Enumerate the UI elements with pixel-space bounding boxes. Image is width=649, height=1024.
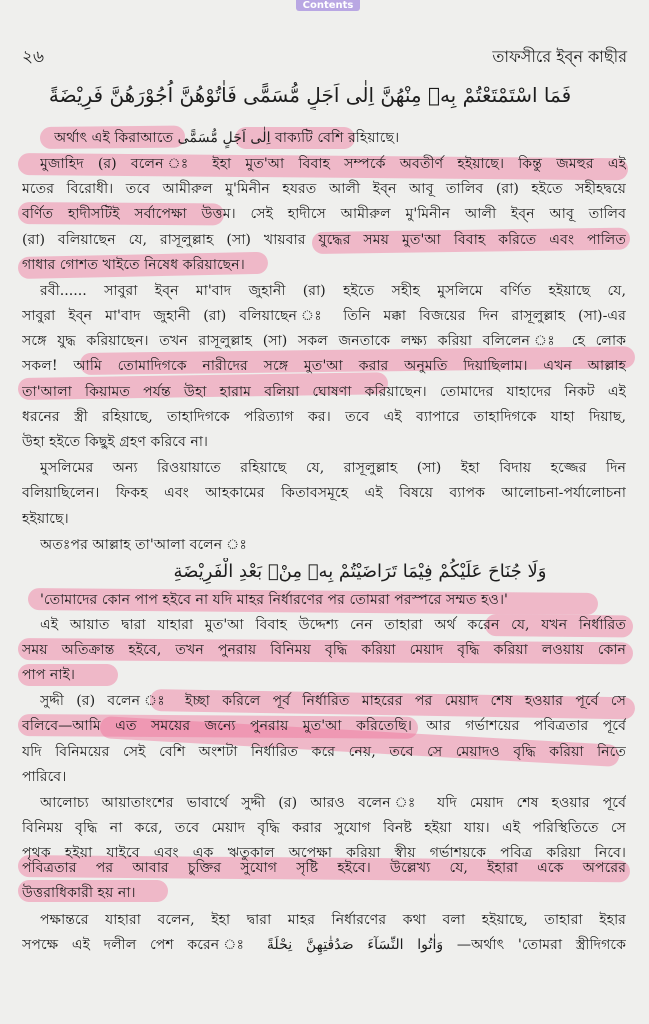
text-line-27: বিনিময় বৃদ্ধি না করে, তবে মেয়াদ বৃদ্ধি করার সুযোগ বিনষ্ট হইয়া যায়। এই পরিস্থিতিতে সে	[22, 820, 626, 836]
text-line-14: মুসলিমের অন্য রিওয়ায়াতে রহিয়াছে যে, রাসূলুল্লাহ (সা) ইহা বিদায় হজ্জের দিন	[40, 460, 626, 476]
text-line-23: বলিবে—আমি এত সময়ের জন্যে পুনরায় মুত'আ করিতেছি। আর গর্ভাশয়ের পবিত্রতার পূর্বে	[22, 718, 626, 734]
text-line-03: মতের বিরোধী। তবে আমীরুল মু'মিনীন হযরত আলী ইব্‌ন আবূ তালিব (রা) হইতে সহীহদ্বয়ে	[22, 181, 626, 197]
text-line-13: উহা হইতে কিছুই গ্রহণ করিবে না।	[22, 434, 209, 450]
text-line-29: পবিত্রতার পর আবার চুক্তির সুযোগ সৃষ্টি হইবে। উল্লেখ্য যে, ইহারা একে অপরের	[22, 860, 626, 876]
text-line-30: উত্তরাধিকারী হয় না।	[22, 885, 136, 901]
quran-verse-middle: وَلَا جُنَاحَ عَلَيْكُمْ فِيْمَا تَرَاضَيْتُمْ بِهٖ مِنْۢ بَعْدِ الْفَرِيْضَةِ	[173, 561, 547, 582]
text-line-22: সুদ্দী (র) বলেন ঃ ইচ্ছা করিলে পূর্ব নির্ধারিত মাহরের পর মেয়াদ শেষ হওয়ার পূর্বে সে	[40, 693, 626, 709]
running-title: তাফসীরে ইব্‌ন কাছীর	[492, 47, 627, 66]
text-line-05: (রা) বলিয়াছেন যে, রাসূলুল্লাহ (সা) খায়বার যুদ্ধের সময় মুত'আ বিবাহ করিতে এবং পালিত	[22, 232, 626, 248]
contents-button[interactable]: Contents	[296, 0, 360, 11]
text-line-07: রবী...... সাবুরা ইব্‌ন মা'বাদ জুহানী (রা) হইতে সহীহ মুসলিমে বর্ণিত হইয়াছে যে,	[40, 283, 626, 299]
page-header	[0, 44, 649, 70]
text-line-09: সঙ্গে যুদ্ধ করিয়াছেন। তখন রাসূলুল্লাহ (সা) সকল জনতাকে লক্ষ্য করিয়া বলিলেন ঃ হে লোক	[22, 333, 626, 349]
text-line-21: পাপ নাই।	[22, 667, 75, 683]
text-line-19: এই আয়াত দ্বারা যাহারা মুত'আ বিবাহ উদ্দেশ্য নেন তাহারা অর্থ করেন যে, যখন নির্ধারিত	[40, 617, 626, 633]
text-line-26: আলোচ্য আয়াতাংশের ভাবার্থে সুদ্দী (র) আরও বলেন ঃ যদি মেয়াদ শেষ হওয়ার পূর্বে	[40, 795, 626, 811]
quran-verse-top: فَمَا اسْتَمْتَعْتُمْ بِهٖ مِنْهُنَّ اِلٰى اَجَلٍ مُّسَمًّى فَاٰتُوْهُنَّ اُجُوْرَهُنَّ فَرِيْضَةً	[48, 83, 572, 107]
text-line-12: ধরনের স্ত্রী রহিয়াছে, তাহাদিগকে পরিত্যাগ কর। তবে এই ব্যাপারে তাহাদিগকে যাহা দিয়াছ,	[22, 409, 626, 425]
text-line-18: 'তোমাদের কোন পাপ হইবে না যদি মাহর নির্ধারণের পর তোমরা পরস্পরে সম্মত হও।'	[40, 592, 508, 608]
page-number: ২৬	[22, 47, 45, 67]
text-line-24: যদি বিনিময়ের সেই বেশি অংশটা নির্ধারিত করে নেয়, তবে সে মেয়াদও বৃদ্ধি করিয়া নিতে	[22, 744, 626, 760]
text-line-16: হইয়াছে।	[22, 511, 69, 527]
text-line-01: অর্থাৎ এই কিরাআতে اِلٰى اَجَلٍ مُّسَمًّى বাক্যটি বেশি রহিয়াছে।	[54, 130, 400, 146]
text-line-11: তা'আলা কিয়ামত পর্যন্ত উহা হারাম বলিয়া ঘোষণা করিয়াছেন। তোমাদের যাহাদের নিকট এই	[22, 384, 626, 400]
text-line-25: পারিবে।	[22, 769, 67, 785]
text-line-06: গাধার গোশত খাইতে নিষেধ করিয়াছেন।	[22, 257, 245, 273]
text-line-32: সপক্ষে এই দলীল পেশ করেন ঃ وَاٰتُوا النِّسَآءَ صَدُقٰتِهِنَّ نِحْلَةً —অর্থাৎ 'তোমরা স্ত্রীদিগকে	[22, 937, 626, 953]
text-line-17: অতঃপর আল্লাহ তা'আলা বলেন ঃ	[40, 537, 247, 553]
text-line-02: মুজাহিদ (র) বলেন ঃ ইহা মুত'আ বিবাহ সম্পর্কে অবতীর্ণ হইয়াছে। কিন্তু জমহুর এই	[40, 156, 626, 172]
text-line-28: পৃথক হইয়া যাইবে এবং এক ঋতুকাল অপেক্ষা করিয়া স্বীয় গর্ভাশয়কে পবিত্র করিয়া নিবে।	[22, 845, 626, 861]
text-line-08: সাবুরা ইব্‌ন মা'বাদ জুহানী (রা) বলিয়াছেন ঃ তিনি মক্কা বিজয়ের দিন রাসূলুল্লাহ (সা)-এর	[22, 308, 626, 324]
text-line-15: বলিয়াছিলেন। ফিকহ এবং আহকামের কিতাবসমূহে এই বিষয়ে ব্যাপক আলোচনা-পর্যালোচনা	[22, 485, 626, 501]
text-line-31: পক্ষান্তরে যাহারা বলেন, ইহা দ্বারা মাহর নির্ধারণের কথা বলা হইয়াছে, তাহারা ইহার	[40, 912, 626, 928]
text-line-04: বর্ণিত হাদীসটিই সর্বাপেক্ষা উত্তম। সেই হাদীসে আমীরুল মু'মিনীন আলী ইব্‌ন আবূ তালিব	[22, 206, 626, 222]
text-line-20: সময় অতিক্রান্ত হইবে, তখন পুনরায় বিনিময় বৃদ্ধি করিয়া মেয়াদ বৃদ্ধি করিয়া লওয়ায় কোন	[22, 642, 626, 658]
text-line-10: সকল! আমি তোমাদিগকে নারীদের সঙ্গে মুত'আ করার অনুমতি দিয়াছিলাম। এখন আল্লাহ	[22, 358, 626, 374]
